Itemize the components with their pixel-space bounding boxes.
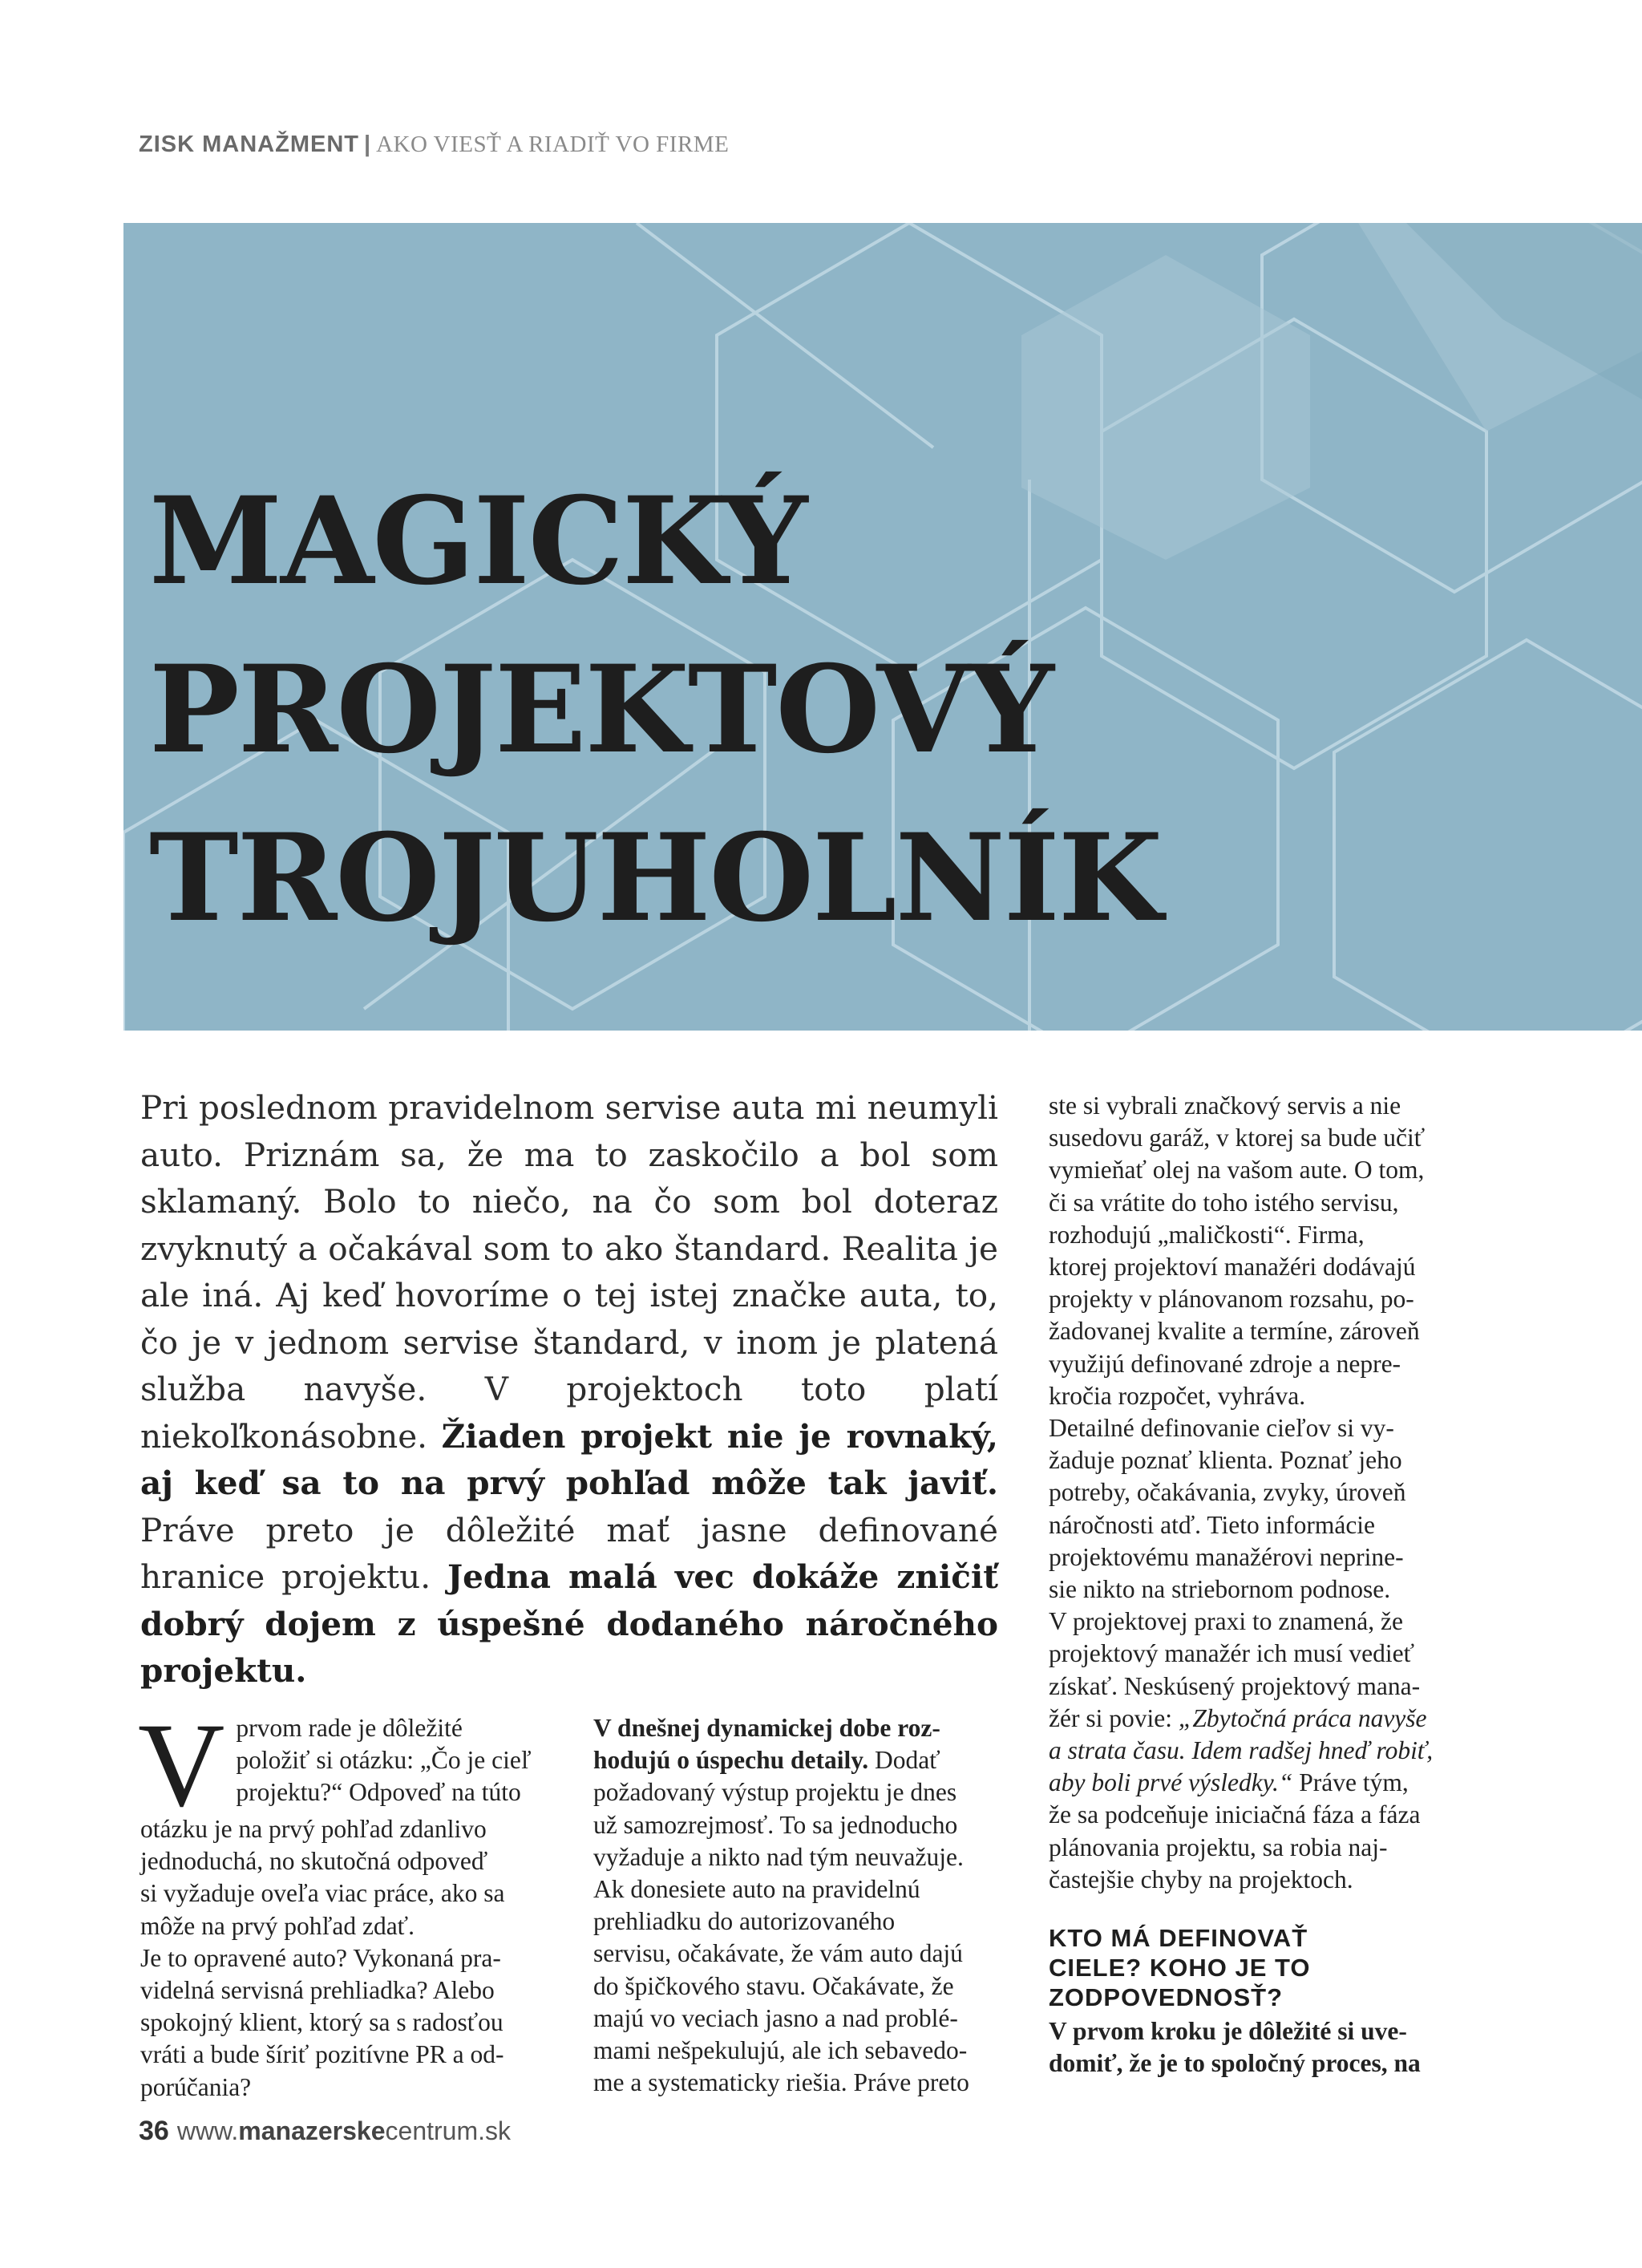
lead-text: Pri poslednom pravidelnom servise auta mi neumyli auto. Priznám sa, že ma to zaskočilo a bol som sklamaný. Bolo to niečo, na čo som bol doteraz zvyknutý a očakával som to ako štandard. Realita je ale iná. Aj keď hovoríme o tej istej značke auta, to, čo je v jednom servise štandard, v inom je platená služba navyše. V projektoch toto platí niekoľkonásobne. — [140, 1088, 998, 1456]
subheading-line: CIELE? KOHO JE TO — [1049, 1954, 1311, 1982]
text-line: V projektovej praxi to znamená, že — [1049, 1607, 1403, 1636]
body-column-1 — [138, 1699, 535, 2104]
text-line: projektovému manažérovi neprine- — [1049, 1542, 1404, 1571]
title-line: MAGICKÝ — [149, 471, 807, 612]
text-line: že sa podceňuje iniciačná fáza a fáza — [1049, 1800, 1421, 1829]
quote-text: „Zbytočná práca navyše — [1178, 1703, 1427, 1732]
text-line: kročia rozpočet, vyhráva. — [1049, 1381, 1306, 1410]
footer-url-suffix: centrum.sk — [385, 2116, 511, 2145]
text-line: sie nikto na striebornom podnose. — [1049, 1575, 1391, 1604]
text-line: potreby, očakávania, zvyky, úroveň — [1049, 1478, 1406, 1507]
text-line: či sa vrátite do toho istého servisu, — [1049, 1188, 1399, 1217]
text-line: Ak donesiete auto na pravidelnú — [593, 1875, 920, 1904]
text-line: prehliadku do autorizovaného — [593, 1907, 896, 1936]
text-line — [1049, 1703, 1466, 1735]
text-line: Detailné definovanie cieľov si vy- — [1049, 1414, 1394, 1443]
text-line — [1049, 2047, 1466, 2080]
header-section: ZISK MANAŽMENT — [139, 132, 359, 157]
text-line: vráti a bude šíriť pozitívne PR a od- — [140, 2040, 504, 2069]
text-line: požadovaný výstup projektu je dnes — [593, 1778, 957, 1807]
text-line: ste si vybrali značkový servis a nie — [1049, 1091, 1401, 1120]
title-line: PROJEKTOVÝ — [149, 639, 1053, 780]
subheading-line: KTO MÁ DEFINOVAŤ — [1049, 1924, 1308, 1953]
text-line: ktorej projektoví manažéri dodávajú — [1049, 1253, 1416, 1282]
subheading-line: ZODPOVEDNOSŤ? — [1049, 1983, 1284, 2012]
footer-url-prefix: www. — [176, 2116, 239, 2145]
page-footer — [139, 2116, 511, 2147]
text-line: projekty v plánovanom rozsahu, po- — [1049, 1285, 1414, 1314]
quote-text: a strata času. Idem radšej hneď robiť, — [1049, 1736, 1434, 1765]
running-header — [139, 132, 729, 158]
bold-text: hodujú o úspechu detaily. — [593, 1746, 869, 1775]
title-line: TROJUHOLNÍK — [149, 808, 1162, 949]
hex-shape — [1334, 640, 1642, 1031]
lead-paragraph — [140, 1084, 998, 1695]
text-line: projektový manažér ich musí vedieť — [1049, 1639, 1415, 1668]
lead-text: Práve preto je dôležité mať jasne definované hranice projektu. — [140, 1510, 998, 1596]
footer-url-bold: manazerske — [238, 2116, 386, 2145]
text-line: susedovu garáž, v ktorej sa bude učiť — [1049, 1124, 1426, 1152]
text-line: me a systematicky riešia. Práve preto — [593, 2068, 969, 2097]
lead-bold: Jedna malá vec dokáže zničiť dobrý dojem z úspešné dodaného náročného projektu. — [140, 1557, 998, 1690]
text-line: videlná servisná prehliadka? Alebo — [140, 1976, 495, 2005]
text-line: prvom rade je dôležité — [236, 1714, 463, 1742]
text-line: vyžaduje a nikto nad tým neuvažuje. — [593, 1842, 964, 1871]
text-line: vymieňať olej na vašom aute. O tom, — [1049, 1156, 1425, 1185]
text-run: Dodať — [875, 1746, 940, 1775]
text-line — [1049, 2015, 1466, 2047]
bold-text: V prvom kroku je dôležité si uve- — [1049, 2017, 1407, 2046]
text-line: rozhodujú „maličkosti“. Firma, — [1049, 1220, 1365, 1249]
text-line: využijú definované zdroje a nepre- — [1049, 1349, 1401, 1378]
text-line: spokojný klient, ktorý sa s radosťou — [140, 2008, 504, 2037]
quote-text: aby boli prvé výsledky.“ — [1049, 1768, 1293, 1797]
text-line: si vyžaduje oveľa viac práce, ako sa — [140, 1879, 505, 1908]
text-line: náročnosti atď. Tieto informácie — [1049, 1510, 1376, 1539]
body-column-3 — [1049, 1090, 1466, 2080]
lead-bold: Žiaden projekt nie je rovnaký, aj keď sa to na prvý pohľad môže tak javiť. — [140, 1416, 998, 1502]
text-line: Je to opravené auto? Vykonaná pra- — [140, 1943, 501, 1972]
text-run: Práve tým, — [1299, 1768, 1409, 1797]
text-line: plánovania projektu, sa robia naj- — [1049, 1833, 1388, 1861]
text-line: otázku je na prvý pohľad zdanlivo — [140, 1815, 487, 1843]
text-line: projektu?“ Odpoveď na túto — [236, 1778, 521, 1807]
grid-line — [637, 223, 933, 448]
text-line: položiť si otázku: „Čo je cieľ — [236, 1746, 532, 1775]
text-line: už samozrejmosť. To sa jednoducho — [593, 1810, 958, 1839]
text-line: porúčania? — [140, 2072, 252, 2101]
text-line — [1049, 1767, 1466, 1799]
text-line: môže na prvý pohľad zdať. — [140, 1911, 415, 1940]
header-subtitle: AKO VIESŤ A RIADIŤ VO FIRME — [376, 132, 730, 157]
article-title — [149, 471, 1162, 986]
text-line: žaduje poznať klienta. Poznať jeho — [1049, 1446, 1402, 1475]
text-line: jednoduchá, no skutočná odpoveď — [140, 1847, 488, 1876]
text-line: častejšie chyby na projektoch. — [1049, 1865, 1353, 1893]
body-column-2 — [593, 1712, 1004, 2099]
drop-cap: V — [138, 1699, 225, 1832]
text-line: do špičkového stavu. Očakávate, že — [593, 1971, 954, 2000]
bold-text: V dnešnej dynamickej dobe roz- — [593, 1714, 940, 1742]
header-separator: | — [363, 132, 372, 157]
text-line: žadovanej kvalite a termíne, zároveň — [1049, 1317, 1420, 1346]
page-number: 36 — [139, 2116, 169, 2146]
text-line — [593, 1712, 1004, 1744]
section-subheading — [1049, 1923, 1466, 2012]
text-run: žér si povie: — [1049, 1703, 1172, 1732]
text-line: získať. Neskúsený projektový mana- — [1049, 1671, 1421, 1700]
text-line: majú vo veciach jasno a nad problé- — [593, 2003, 958, 2032]
text-line — [593, 1744, 1004, 1776]
text-line: mami nešpekulujú, ale ich sebavedo- — [593, 2036, 968, 2065]
bold-text: domiť, že je to spoločný proces, na — [1049, 2049, 1421, 2078]
text-line — [1049, 1735, 1466, 1767]
text-line: servisu, očakávate, že vám auto dajú — [593, 1939, 963, 1968]
